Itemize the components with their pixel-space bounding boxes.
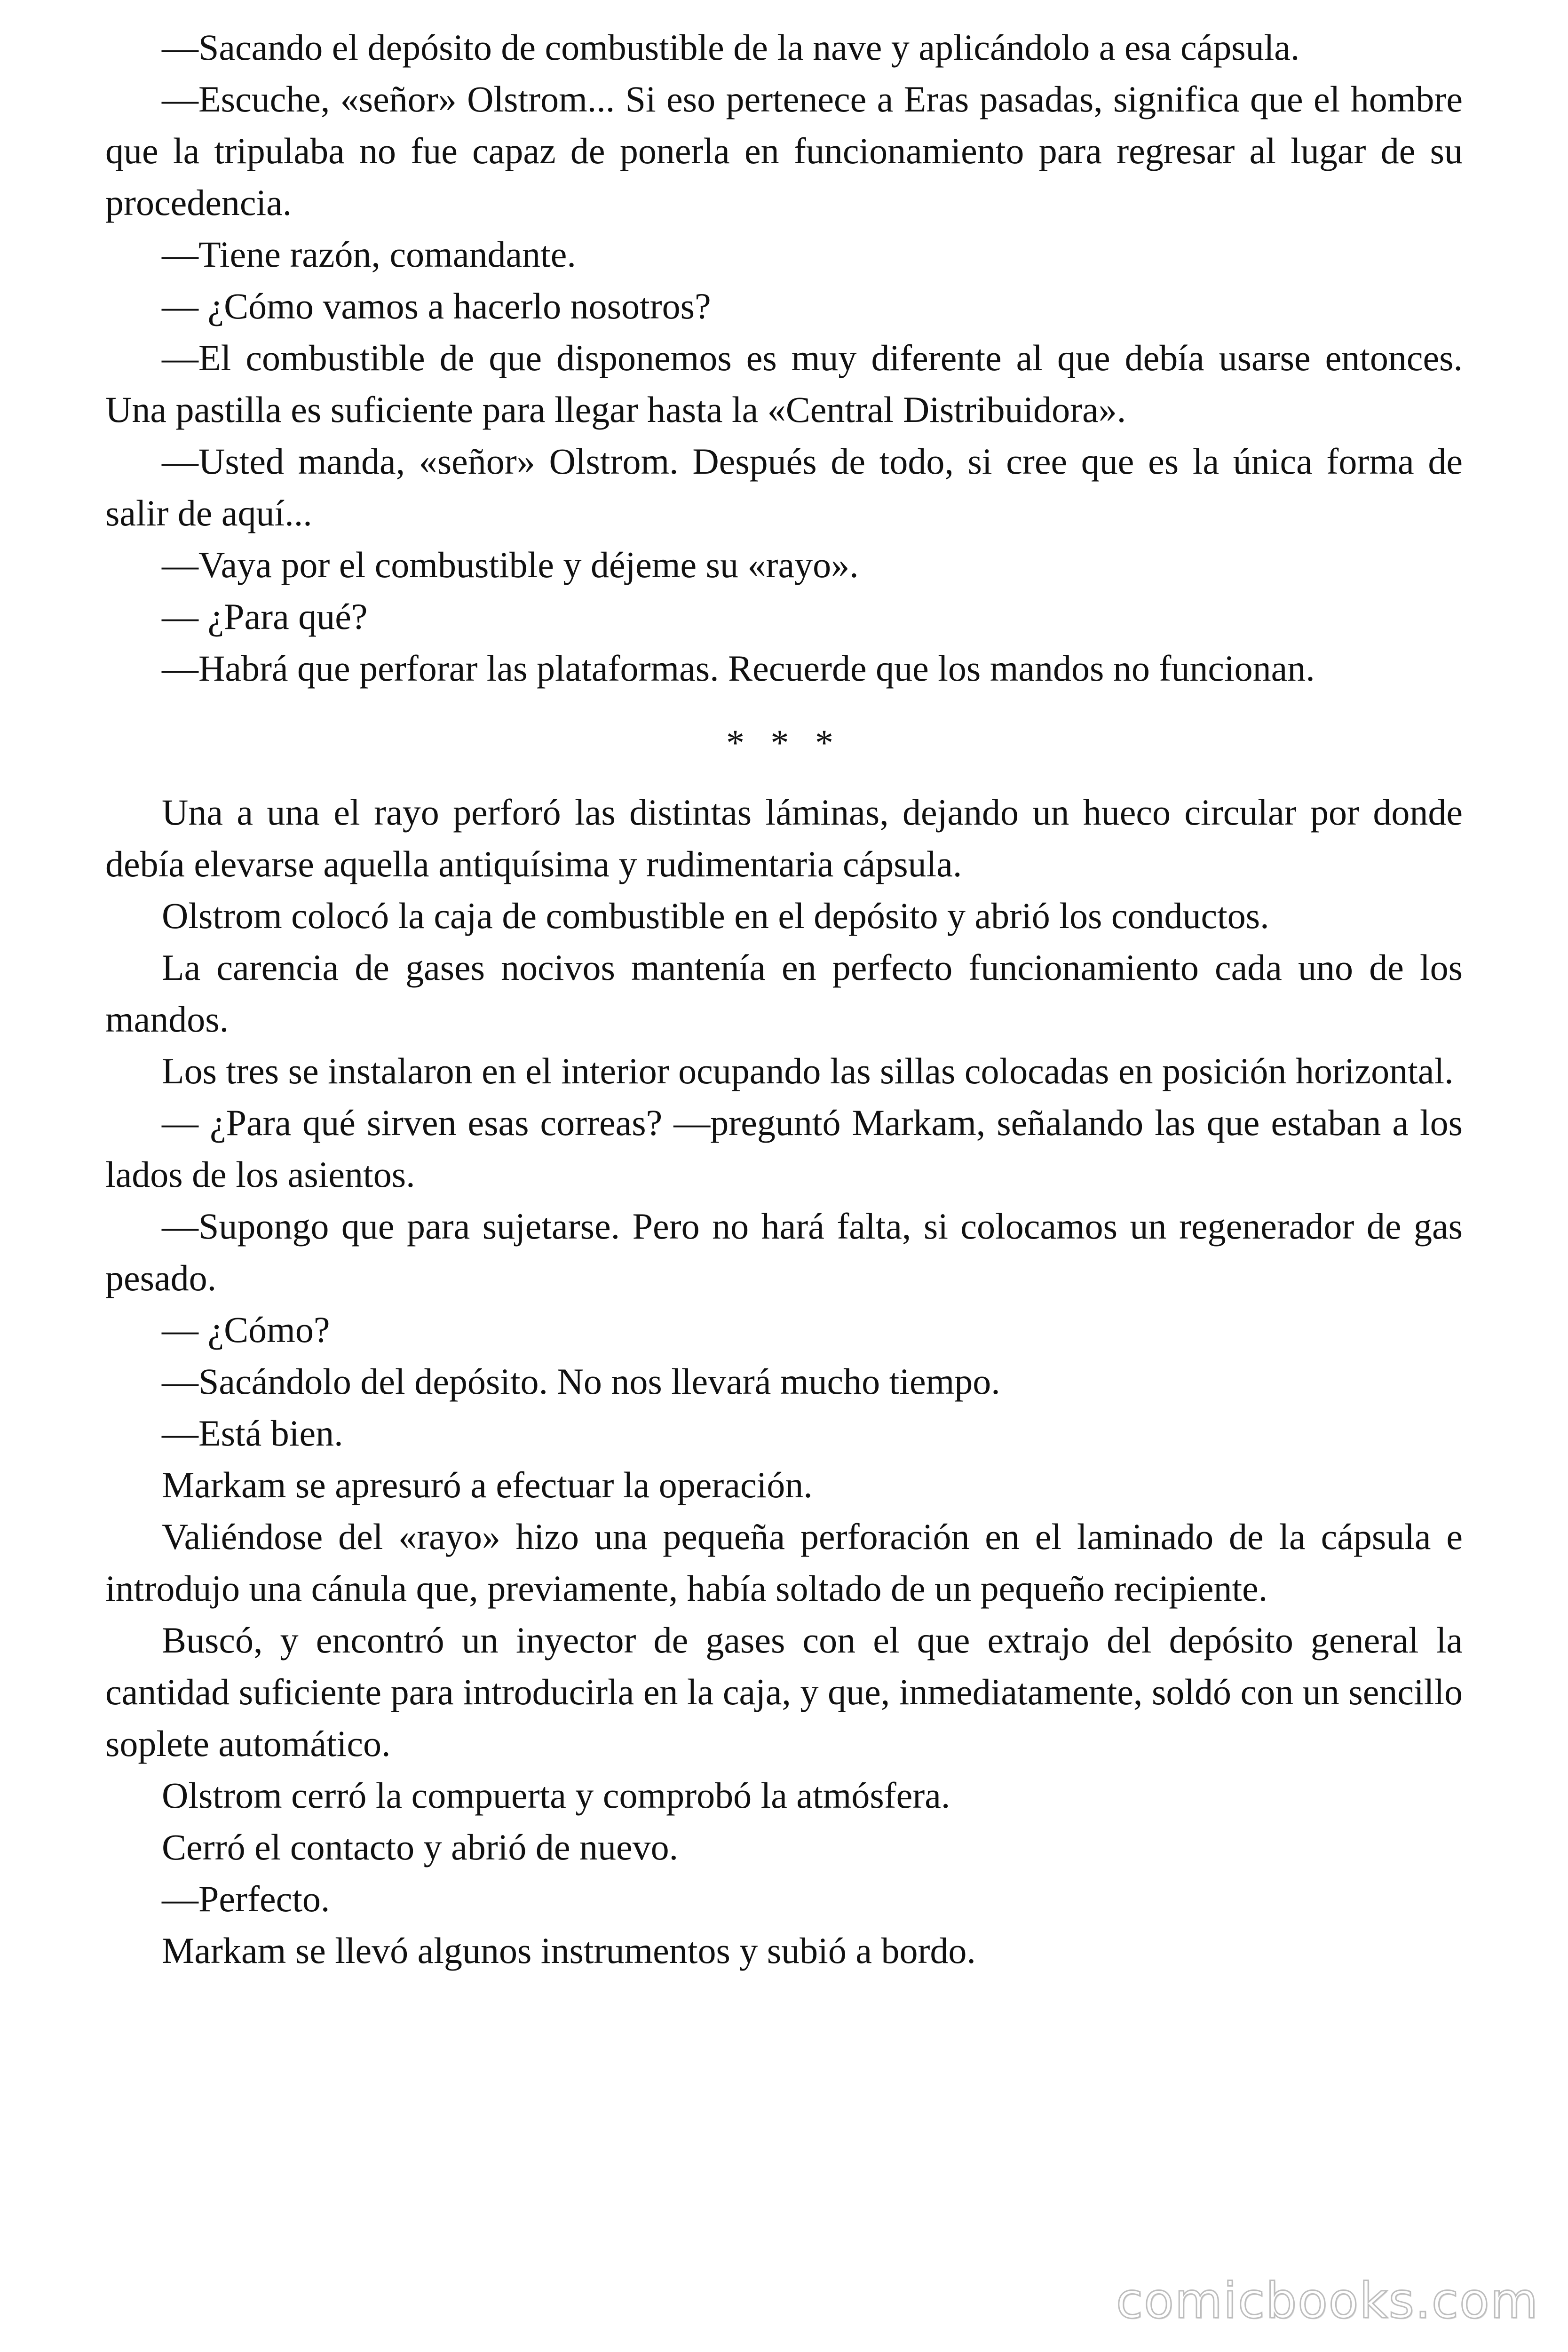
document-page bbox=[105, 22, 1463, 1977]
paragraph: —Tiene razón, comandante. bbox=[162, 234, 576, 275]
paragraph: Valiéndose del «rayo» hizo una pequeña perforación en el laminado de la cápsula e introdujo una cánula que, previamente, había soltado de un pequeño recipiente. bbox=[105, 1516, 1463, 1609]
paragraph: Buscó, y encontró un inyector de gases con el que extrajo del depósito general la cantidad suficiente para introducirla en la caja, y que, inmediatamente, soldó con un sencillo soplete automático. bbox=[105, 1620, 1463, 1764]
paragraph: —Perfecto. bbox=[162, 1878, 330, 1919]
paragraph: Una a una el rayo perforó las distintas láminas, dejando un hueco circular por donde debía elevarse aquella antiquísima y rudimentaria cápsula. bbox=[105, 792, 1463, 884]
paragraph: —Sacándolo del depósito. No nos llevará mucho tiempo. bbox=[162, 1361, 1000, 1402]
paragraph: —El combustible de que disponemos es muy diferente al que debía usarse entonces. Una pastilla es suficiente para llegar hasta la «Central Distribuidora». bbox=[105, 337, 1463, 430]
paragraph: Los tres se instalaron en el interior ocupando las sillas colocadas en posición horizontal. bbox=[162, 1050, 1454, 1091]
paragraph: —Está bien. bbox=[162, 1413, 343, 1454]
paragraph: Markam se llevó algunos instrumentos y subió a bordo. bbox=[162, 1930, 976, 1971]
paragraph: Markam se apresuró a efectuar la operación. bbox=[162, 1464, 813, 1505]
paragraph: Cerró el contacto y abrió de nuevo. bbox=[162, 1827, 679, 1867]
paragraph: —Sacando el depósito de combustible de la nave y aplicándolo a esa cápsula. bbox=[162, 27, 1300, 68]
paragraph: —Habrá que perforar las plataformas. Recuerde que los mandos no funcionan. bbox=[162, 648, 1315, 689]
paragraph: Olstrom cerró la compuerta y comprobó la atmósfera. bbox=[162, 1775, 950, 1816]
paragraph: —Escuche, «señor» Olstrom... Si eso pertenece a Eras pasadas, significa que el hombre que la tripulaba no fue capaz de ponerla en funcionamiento para regresar al lugar de su procedencia. bbox=[105, 79, 1463, 223]
paragraph: La carencia de gases nocivos mantenía en perfecto funcionamiento cada uno de los mandos. bbox=[105, 947, 1463, 1040]
paragraph: — ¿Cómo? bbox=[162, 1309, 330, 1350]
paragraph: —Vaya por el combustible y déjeme su «rayo». bbox=[162, 544, 859, 585]
paragraph: —Supongo que para sujetarse. Pero no hará falta, si colocamos un regenerador de gas pesado. bbox=[105, 1206, 1463, 1298]
paragraph: — ¿Para qué sirven esas correas? —preguntó Markam, señalando las que estaban a los lados de los asientos. bbox=[105, 1102, 1463, 1195]
paragraph: Olstrom colocó la caja de combustible en el depósito y abrió los conductos. bbox=[162, 895, 1269, 936]
paragraph: — ¿Cómo vamos a hacerlo nosotros? bbox=[162, 286, 711, 326]
paragraph: — ¿Para qué? bbox=[162, 596, 368, 637]
paragraph: —Usted manda, «señor» Olstrom. Después de todo, si cree que es la única forma de salir de aquí... bbox=[105, 441, 1463, 533]
watermark: comicbooks.com bbox=[1116, 2272, 1539, 2329]
section-separator: * * * bbox=[726, 722, 842, 763]
